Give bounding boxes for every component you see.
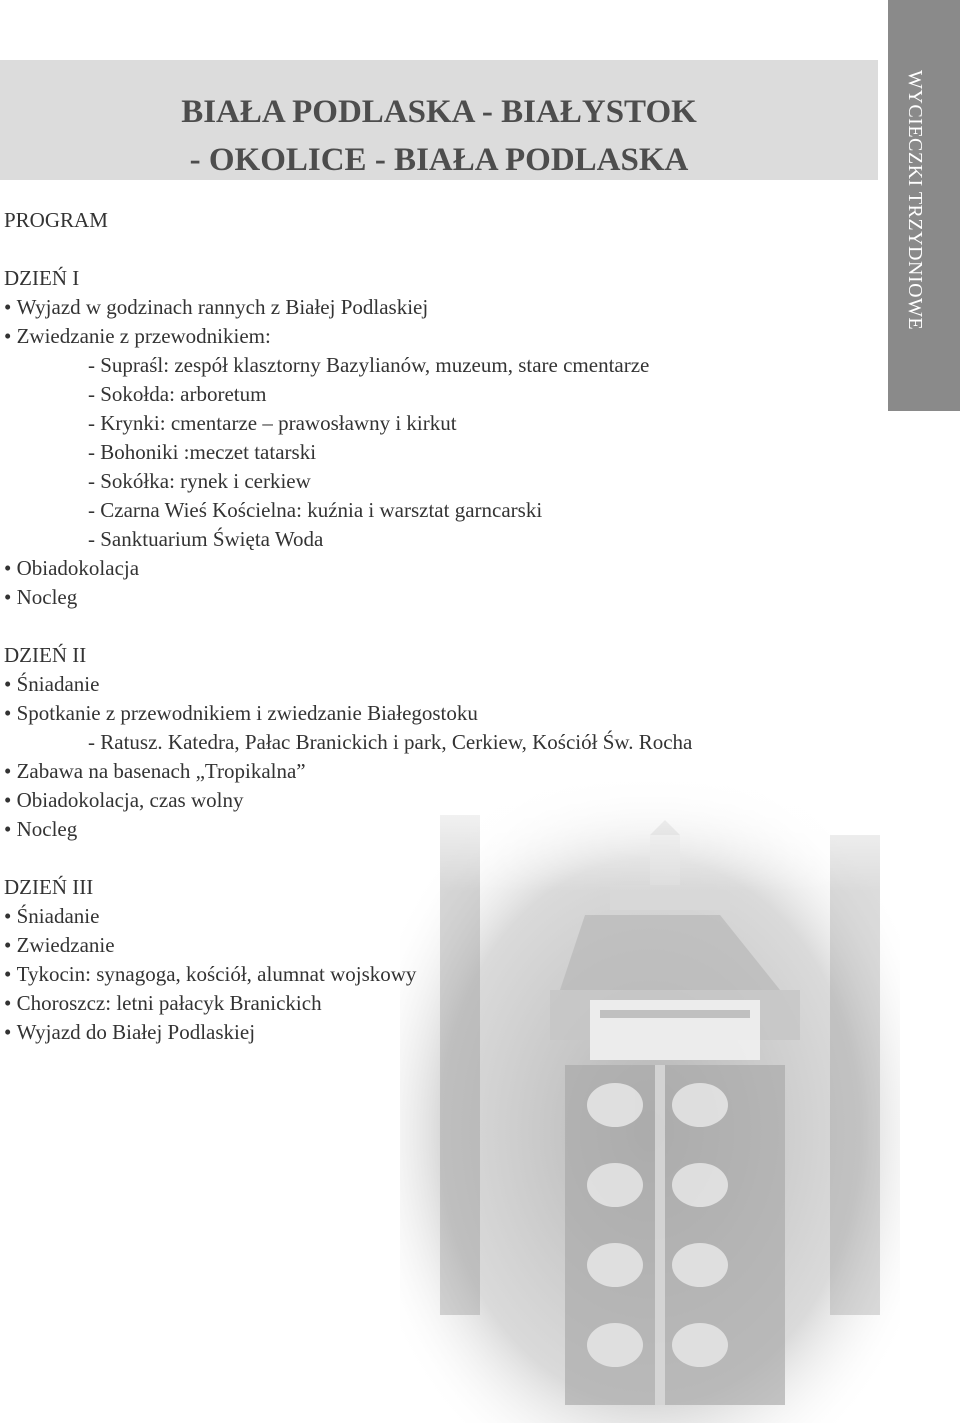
program-item: • Śniadanie	[4, 670, 884, 699]
day-heading: DZIEŃ III	[4, 875, 94, 899]
program-subitem: - Bohoniki :meczet tatarski	[4, 438, 884, 467]
program-item: • Tykocin: synagoga, kościół, alumnat wojskowy	[4, 960, 884, 989]
page-title-line-2: - OKOLICE - BIAŁA PODLASKA	[189, 142, 689, 178]
program-item: • Zwiedzanie z przewodnikiem:	[4, 322, 884, 351]
side-tab-label: WYCIECZKI TRZYDNIOWE	[904, 70, 926, 331]
page-title-line-1: BIAŁA PODLASKA - BIAŁYSTOK	[181, 94, 697, 130]
program-item: • Choroszcz: letni pałacyk Branickich	[4, 989, 884, 1018]
day-heading: DZIEŃ II	[4, 643, 87, 667]
program-subitem: - Sokołda: arboretum	[4, 380, 884, 409]
program-subitem: - Ratusz. Katedra, Pałac Branickich i park, Cerkiew, Kościół Św. Rocha	[4, 728, 884, 757]
program-item: • Nocleg	[4, 815, 884, 844]
program-subitem: - Sokółka: rynek i cerkiew	[4, 467, 884, 496]
program-item: • Obiadokolacja, czas wolny	[4, 786, 884, 815]
day-heading: DZIEŃ I	[4, 266, 80, 290]
program-item: • Obiadokolacja	[4, 554, 884, 583]
program-subitem: - Sanktuarium Święta Woda	[4, 525, 884, 554]
page-title	[0, 88, 878, 184]
program-subitem: - Supraśl: zespół klasztorny Bazylianów, muzeum, stare cmentarze	[4, 351, 884, 380]
program-item: • Nocleg	[4, 583, 884, 612]
program-item: • Wyjazd do Białej Podlaskiej	[4, 1018, 884, 1047]
program-subitem: - Czarna Wieś Kościelna: kuźnia i warsztat garncarski	[4, 496, 884, 525]
program-item: • Wyjazd w godzinach rannych z Białej Podlaskiej	[4, 293, 884, 322]
program-subitem: - Krynki: cmentarze – prawosławny i kirkut	[4, 409, 884, 438]
program-content	[4, 206, 884, 1047]
program-item: • Zabawa na basenach „Tropikalna”	[4, 757, 884, 786]
program-heading: PROGRAM	[4, 208, 108, 232]
program-item: • Zwiedzanie	[4, 931, 884, 960]
program-item: • Spotkanie z przewodnikiem i zwiedzanie Białegostoku	[4, 699, 884, 728]
program-item: • Śniadanie	[4, 902, 884, 931]
